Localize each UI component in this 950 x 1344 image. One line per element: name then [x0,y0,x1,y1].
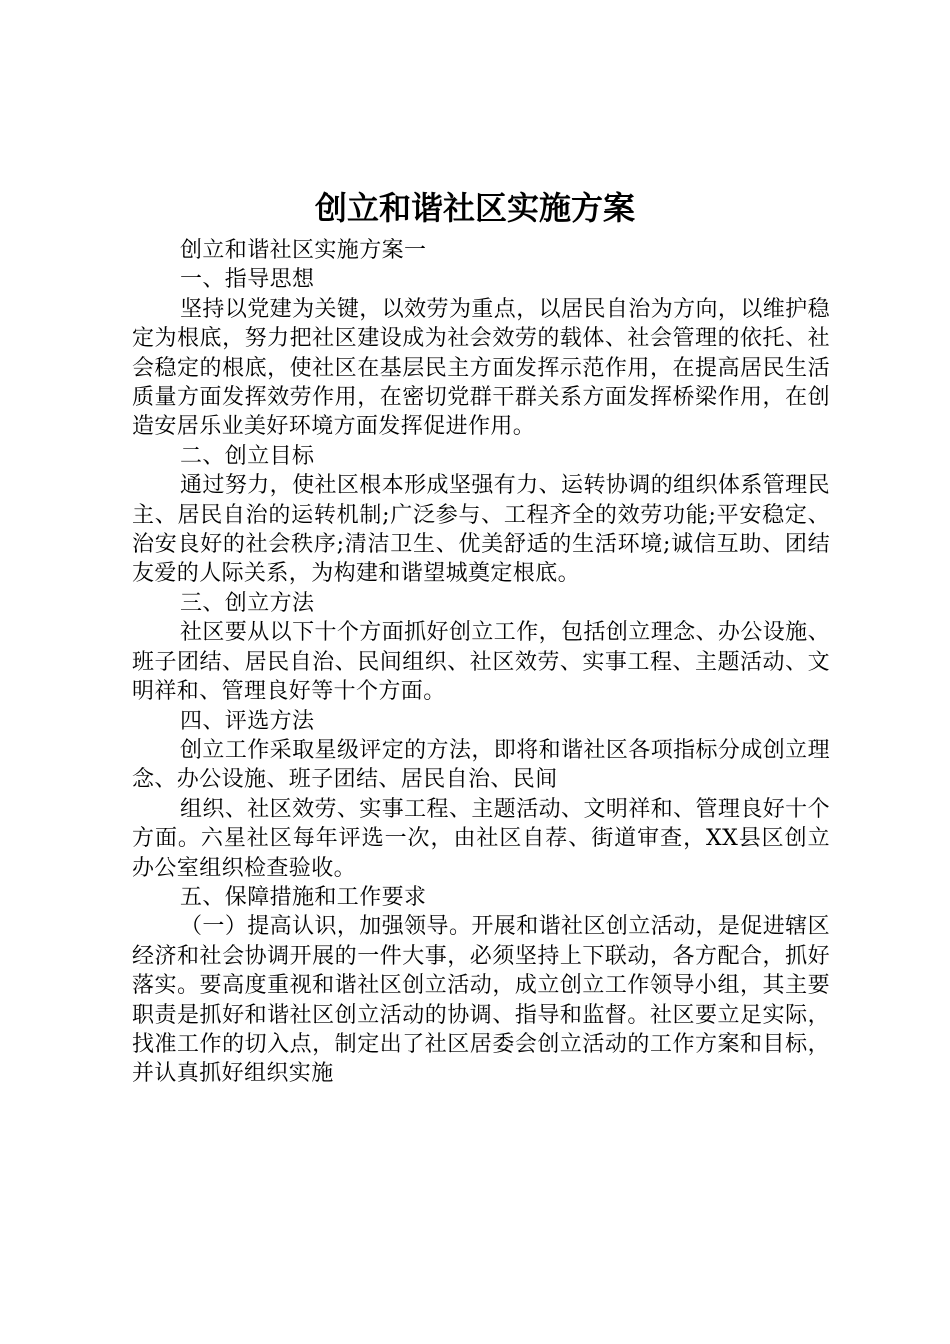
paragraph-guiding-thought: 坚持以党建为关键，以效劳为重点，以居民自治为方向，以维护稳定为根底，努力把社区建设成为社会效劳的载体、社会管理的依托、社会稳定的根底，使社区在基层民主方面发挥示范作用，在提高居民生活质量方面发挥效劳作用，在密切党群干群关系方面发挥桥梁作用，在创造安居乐业美好环境方面发挥促进作用。 [132,296,830,440]
paragraph-evaluation-1: 创立工作采取星级评定的方法，即将和谐社区各项指标分成创立理念、办公设施、班子团结、居民自治、民间 [132,737,830,793]
paragraph-subtitle: 创立和谐社区实施方案一 [180,238,427,263]
paragraph-goals: 通过努力，使社区根本形成坚强有力、运转协调的组织体系管理民主、居民自治的运转机制;广泛参与、工程齐全的效劳功能;平安稳定、治安良好的社会秩序;清洁卫生、优美舒适的生活环境;诚信互助、团结友爱的人际关系，为构建和谐望城奠定根底。 [132,473,830,587]
document-body [132,236,830,1089]
section-heading-3: 三、创立方法 [180,590,315,616]
paragraph-evaluation-2: 组织、社区效劳、实事工程、主题活动、文明祥和、管理良好十个方面。六星社区每年评选一次，由社区自荐、街道审查，XX县区创立办公室组织检查验收。 [132,796,830,881]
section-heading-5: 五、保障措施和工作要求 [180,884,427,910]
section-heading-1: 一、指导思想 [180,267,315,293]
paragraph-methods: 社区要从以下十个方面抓好创立工作，包括创立理念、办公设施、班子团结、居民自治、民间组织、社区效劳、实事工程、主题活动、文明祥和、管理良好等十个方面。 [132,620,830,705]
paragraph-measures: （一）提高认识，加强领导。开展和谐社区创立活动，是促进辖区经济和社会协调开展的一件大事，必须坚持上下联动，各方配合，抓好落实。要高度重视和谐社区创立活动，成立创立工作领导小组，其主要职责是抓好和谐社区创立活动的协调、指导和监督。社区要立足实际，找准工作的切入点，制定出了社区居委会创立活动的工作方案和目标，并认真抓好组织实施 [132,914,830,1087]
document-title: 创立和谐社区实施方案 [314,189,635,227]
section-heading-2: 二、创立目标 [180,443,315,469]
section-heading-4: 四、评选方法 [180,708,315,734]
